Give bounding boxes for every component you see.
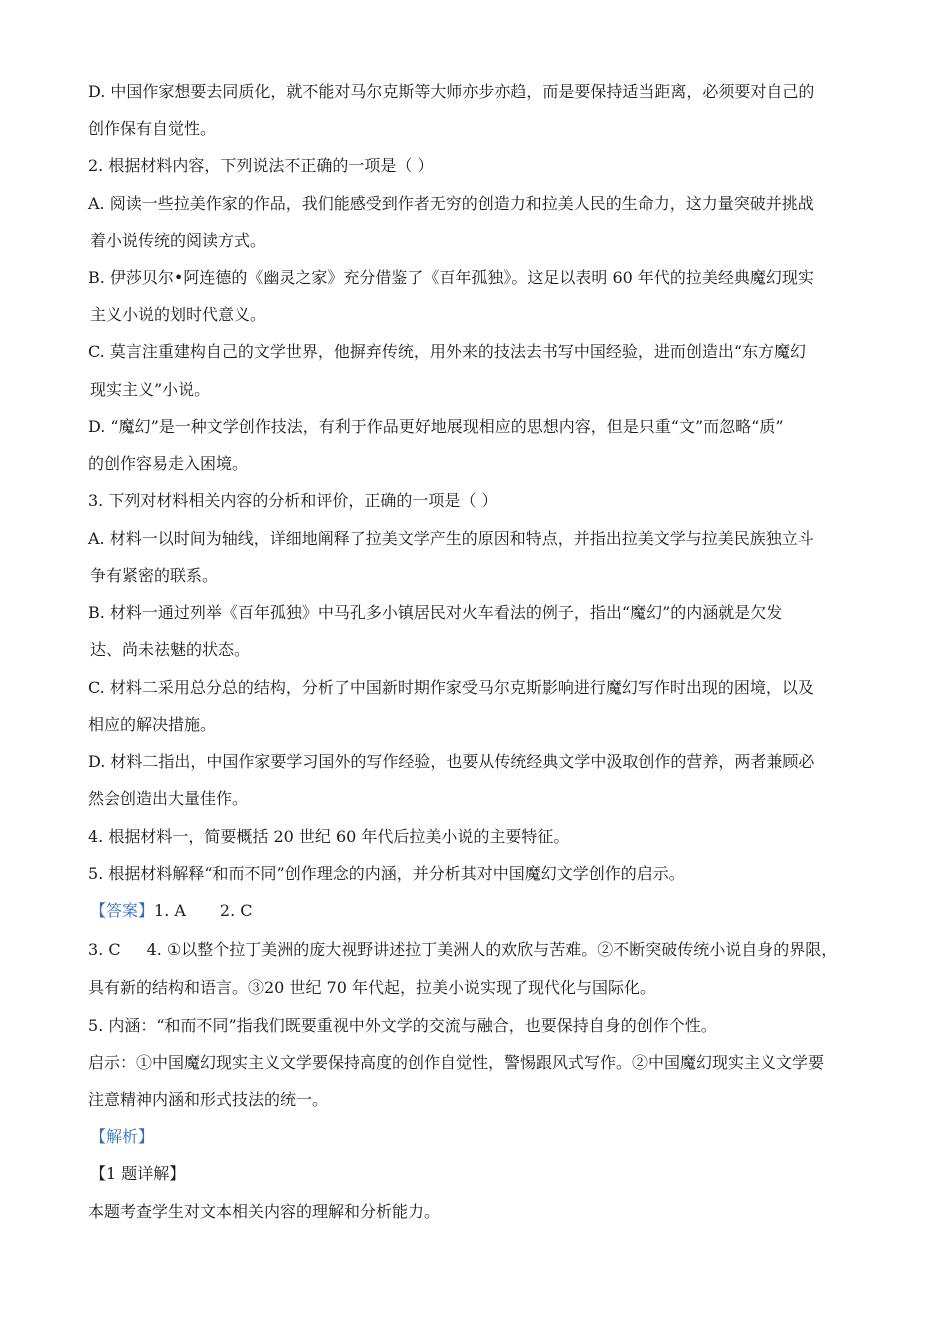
q2-option-b-line1: B. 伊莎贝尔•阿连德的《幽灵之家》充分借鉴了《百年孤独》。这足以表明 60 年代的拉美经典魔幻现实 bbox=[88, 268, 814, 287]
analysis-q1-text: 本题考查学生对文本相关内容的理解和分析能力。 bbox=[88, 1202, 441, 1221]
q2-option-a-line1: A. 阅读一些拉美作家的作品，我们能感受到作者无穷的创造力和拉美人民的生命力，这力量突破并挑战 bbox=[88, 194, 814, 213]
answer-line2 bbox=[88, 940, 837, 960]
q3-option-c-line2: 相应的解决措施。 bbox=[88, 715, 217, 734]
q2-option-b-line2: 主义小说的划时代意义。 bbox=[90, 305, 267, 324]
q2-option-a-line2: 着小说传统的阅读方式。 bbox=[90, 231, 267, 250]
q3-option-d-line1: D. 材料二指出，中国作家要学习国外的写作经验，也要从传统经典文学中汲取创作的营养，两者兼顾必 bbox=[88, 752, 815, 771]
q1-option-d-line2: 创作保有自觉性。 bbox=[88, 119, 217, 138]
analysis-tag: 【解析】 bbox=[90, 1127, 155, 1146]
q3-option-b-line1: B. 材料一通过列举《百年孤独》中马孔多小镇居民对火车看法的例子，指出“魔幻”的内涵就是欠发 bbox=[88, 603, 783, 622]
q3-option-c-line1: C. 材料二采用总分总的结构，分析了中国新时期作家受马尔克斯影响进行魔幻写作时出现的困境，以及 bbox=[88, 678, 814, 697]
answer-3: 3. C bbox=[88, 940, 121, 959]
answer-line1 bbox=[90, 901, 253, 921]
analysis-q1-heading: 【1 题详解】 bbox=[90, 1164, 186, 1183]
q1-option-d-line1: D. 中国作家想要去同质化，就不能对马尔克斯等大师亦步亦趋，而是要保持适当距离，必须要对自己的 bbox=[88, 82, 815, 101]
answer-5-line2: 启示：①中国魔幻现实主义文学要保持高度的创作自觉性，警惕跟风式写作。②中国魔幻现实主义文学要 bbox=[88, 1053, 825, 1072]
q2-stem: 2. 根据材料内容，下列说法不正确的一项是（ ） bbox=[88, 156, 434, 175]
q3-option-a-line2: 争有紧密的联系。 bbox=[90, 566, 219, 585]
q2-option-c-line2: 现实主义”小说。 bbox=[90, 380, 211, 399]
answer-4-line1: 4. ①以整个拉丁美洲的庞大视野讲述拉丁美洲人的欢欣与苦难。②不断突破传统小说自身的界限， bbox=[146, 940, 838, 959]
q2-option-c-line1: C. 莫言注重建构自己的文学世界，他摒弃传统，用外来的技法去书写中国经验，进而创造出“东方魔幻 bbox=[88, 342, 807, 361]
q3-option-b-line2: 达、尚未祛魅的状态。 bbox=[90, 640, 251, 659]
answer-2: 2. C bbox=[219, 901, 253, 920]
answer-5-line1: 5. 内涵：“和而不同”指我们既要重视中外文学的交流与融合，也要保持自身的创作个性。 bbox=[88, 1016, 717, 1035]
answer-4-line2: 具有新的结构和语言。③20 世纪 70 年代起，拉美小说实现了现代化与国际化。 bbox=[88, 978, 656, 997]
q2-option-d-line2: 的创作容易走入困境。 bbox=[88, 454, 249, 473]
answer-tag: 【答案】 bbox=[90, 901, 155, 920]
answer-5-line3: 注意精神内涵和形式技法的统一。 bbox=[88, 1090, 329, 1109]
q3-option-a-line1: A. 材料一以时间为轴线，详细地阐释了拉美文学产生的原因和特点，并指出拉美文学与拉美民族独立斗 bbox=[88, 529, 814, 548]
q3-stem: 3. 下列对材料相关内容的分析和评价，正确的一项是（ ） bbox=[88, 491, 498, 510]
answer-1: 1. A bbox=[154, 901, 186, 920]
q5-stem: 5. 根据材料解释“和而不同”创作理念的内涵，并分析其对中国魔幻文学创作的启示。 bbox=[88, 864, 685, 883]
q3-option-d-line2: 然会创造出大量佳作。 bbox=[88, 789, 249, 808]
q2-option-d-line1: D. “魔幻”是一种文学创作技法，有利于作品更好地展现相应的思想内容，但是只重“文”而忽略“质” bbox=[88, 417, 784, 436]
q4-stem: 4. 根据材料一，简要概括 20 世纪 60 年代后拉美小说的主要特征。 bbox=[88, 827, 570, 846]
